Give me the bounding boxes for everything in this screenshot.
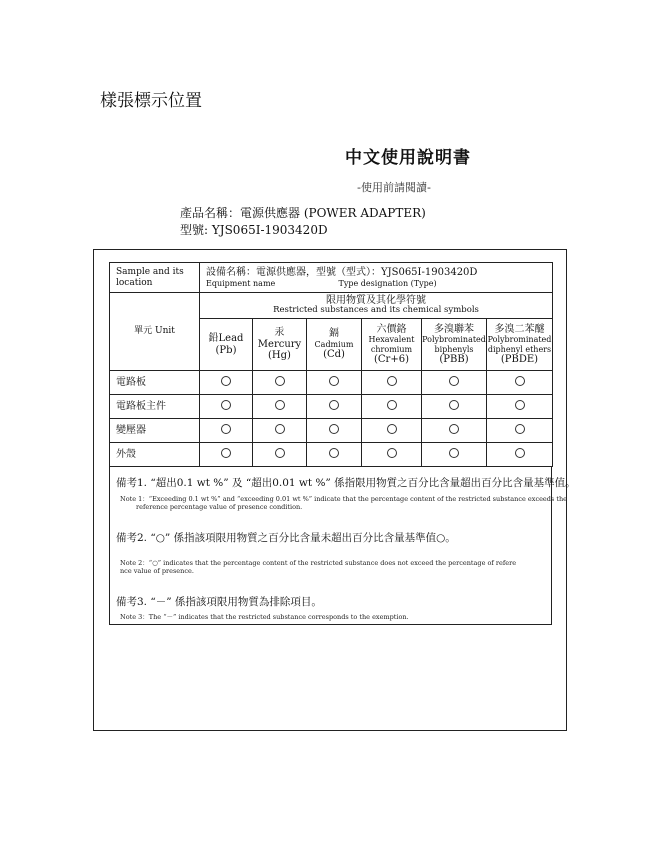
mark-circle (253, 371, 307, 395)
row-label: 變壓器 (110, 419, 200, 443)
row-label: 電路板 (110, 371, 200, 395)
restricted-substances-header (200, 293, 553, 319)
sample-location-header: Sample and its location (110, 263, 200, 293)
mark-circle (422, 419, 487, 443)
note-3-zh: 備考3. “－” 係指該項限用物質為排除項目。 (116, 596, 322, 608)
mark-circle (487, 443, 553, 467)
substance-pbb: 多溴聯苯 Polybrominated biphenyls (PBB) (422, 319, 487, 371)
mark-circle (487, 419, 553, 443)
mark-circle (362, 443, 422, 467)
row-label: 電路板主件 (110, 395, 200, 419)
equipment-header (200, 263, 553, 293)
table-row (110, 419, 553, 443)
substance-pbde: 多溴二苯醚 Polybrominated diphenyl ethers (PBDE) (487, 319, 553, 371)
manual-subtitle: -使用前請閱讀- (357, 181, 431, 194)
mark-circle (487, 395, 553, 419)
table-row (110, 443, 553, 467)
notes-section (109, 466, 576, 625)
mark-circle (422, 371, 487, 395)
mark-circle (253, 419, 307, 443)
mark-circle (307, 419, 362, 443)
label-position-heading: 樣張標示位置 (100, 91, 202, 111)
note-1-zh: 備考1. “超出0.1 wt %” 及 “超出0.01 wt %” 係指限用物質之百分比含量超出百分比含量基準值。 (116, 477, 576, 489)
model-number: 型號: YJS065I-1903420D (180, 223, 328, 237)
mark-circle (307, 443, 362, 467)
substance-cadmium: 鎘 Cadmium (Cd) (307, 319, 362, 371)
mark-circle (307, 395, 362, 419)
row-label: 外殼 (110, 443, 200, 467)
note-2-en-line2: nce value of presence. (120, 567, 194, 575)
note-3-en: Note 3：The “－” indicates that the restricted substance corresponds to the exemption. (120, 613, 409, 621)
product-name: 產品名稱：電源供應器 (POWER ADAPTER) (180, 206, 426, 220)
mark-circle (487, 371, 553, 395)
manual-title: 中文使用說明書 (345, 148, 471, 168)
note-2-zh: 備考2. “○” 係指該項限用物質之百分比含量未超出百分比含量基準值○。 (116, 532, 456, 544)
mark-circle (253, 395, 307, 419)
note-2-en-line1: Note 2：“○” indicates that the percentage content of the restricted substance does not exceed the percentage of refere (120, 559, 517, 567)
restricted-substance-table (109, 262, 553, 467)
mark-circle (422, 443, 487, 467)
table-row (110, 371, 553, 395)
mark-circle (253, 443, 307, 467)
equipment-name-zh: 設備名稱：電源供應器，型號（型式）：YJS065I-1903420D (206, 267, 478, 279)
note-1-en-line1: Note 1：“Exceeding 0.1 wt %” and “exceeding 0.01 wt %” indicate that the percentage content of the restricted substance exceeds the (120, 495, 567, 503)
table-row (110, 395, 553, 419)
substance-lead: 鉛Lead (Pb) (200, 319, 253, 371)
mark-circle (307, 371, 362, 395)
mark-circle (200, 443, 253, 467)
note-1-en-line2: reference percentage value of presence condition. (136, 503, 303, 511)
mark-circle (422, 395, 487, 419)
mark-circle (200, 419, 253, 443)
restricted-zh: 限用物質及其化學符號 (326, 294, 426, 306)
substance-hexavalent-chromium: 六價鉻 Hexavalent chromium (Cr+6) (362, 319, 422, 371)
mark-circle (200, 395, 253, 419)
restricted-en: Restricted substances and its chemical symbols (273, 305, 479, 316)
substance-mercury: 汞Mercury (Hg) (253, 319, 307, 371)
mark-circle (362, 395, 422, 419)
mark-circle (200, 371, 253, 395)
mark-circle (362, 419, 422, 443)
mark-circle (362, 371, 422, 395)
equipment-name-en: Equipment name Type designation (Type) (206, 278, 437, 288)
unit-header: 單元 Unit (110, 293, 200, 371)
